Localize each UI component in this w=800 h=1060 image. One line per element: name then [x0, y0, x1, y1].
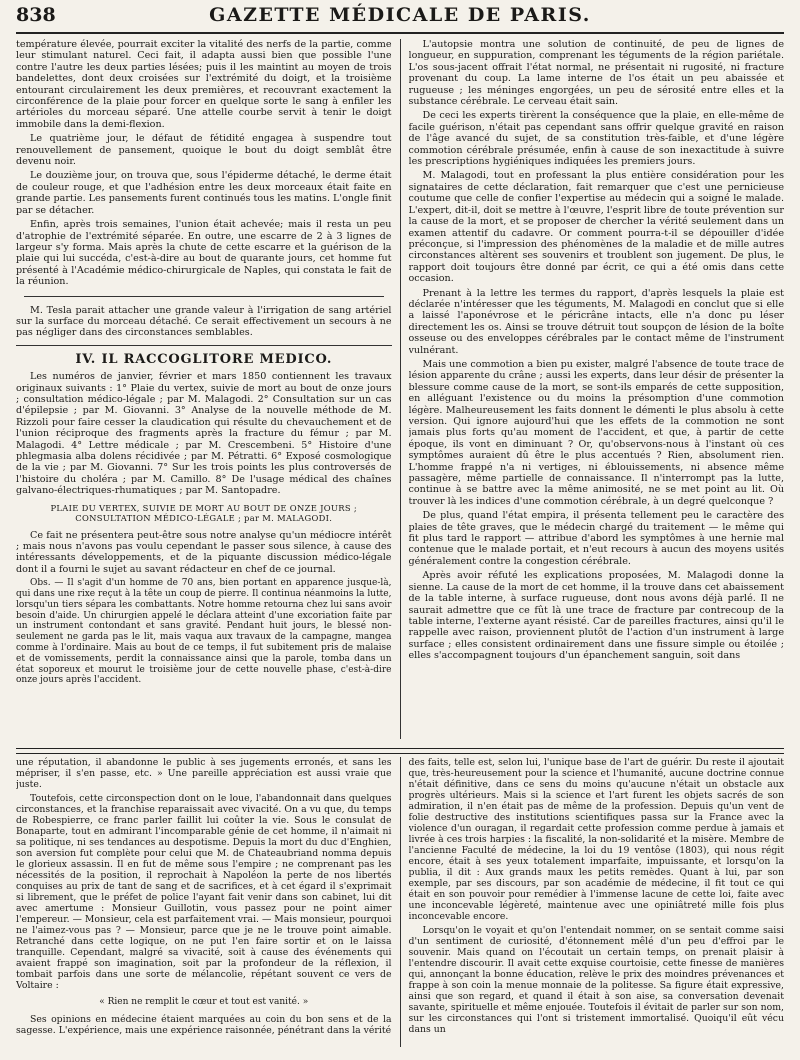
feuilleton-left-column — [16, 757, 392, 1047]
paragraph: Les numéros de janvier, février et mars 1850 contiennent les travaux originaux suivants : 1° Plaie du vertex, suivie de mort au bout de onze jours ; consultation médico-légale ; par M. Malagodi. 2° Consultation sur un cas d'épilepsie ; par M. Giovanni. 3° Analyse de la nouvelle méthode de M. Rizzoli pour faire cesser la claudication qui résulte du chevauchement et de l'union réciproque des fragments après la fracture du fémur ; par M. Malagodi. 4° Lettre médicale ; par M. Crescembeni. 5° Histoire d'une phlegmasia alba dolens récidivée ; par M. Pétratti. 6° Exposé cosmologique de la vie ; par M. Giovanni. 7° Sur les trois points les plus controversés de l'histoire du choléra ; par M. Camillo. 8° De l'usage médical des chaînes galvano-électriques-rhumatiques ; par M. Santopadre. — [16, 371, 392, 497]
paragraph: une réputation, il abandonne le public à ses jugements erronés, et sans les mépriser, il s'en passe, etc. » Une pareille appréciation est aussi vraie que juste. — [16, 757, 392, 790]
column-rule — [400, 757, 401, 1047]
page-number: 838 — [16, 4, 56, 26]
verse-quote: « Rien ne remplit le cœur et tout est vanité. » — [99, 997, 309, 1007]
paragraph: Prenant à la lettre les termes du rapport, d'après lesquels la plaie est déclarée n'intéresser que les téguments, M. Malagodi en conclut que si elle a laissé l'aponévrose et le péricrâne intacts, elle n'a donc pu léser directement les os. Ainsi se trouve détruit tout soupçon de lésion de la boîte osseuse ou des enveloppes cérébrales par le contact même de l'instrument vulnérant. — [408, 287, 784, 356]
paragraph: M. Malagodi, tout en professant la plus entière considération pour les signataires de cette déclaration, fait remarquer que c'est une pernicieuse coutume que celle de confier l'expertise au médecin qui a soigné le malade. L'expert, dit-il, doit se mettre à l'œuvre, l'esprit libre de toute prévention sur la cause de la mort, et se proposer de chercher la vérité seulement dans un examen attentif du cadavre. Or comment pourra-t-il se dépouiller d'idée préconçue, si l'impression des phénomènes de la maladie et de mille autres circonstances altèrent ses souvenirs et troublent son jugement. De plus, le rapport doit toujours être donné par écrit, ce qui a été omis dans cette occasion. — [408, 170, 784, 285]
paragraph: Enfin, après trois semaines, l'union était achevée; mais il resta un peu d'atrophie de l'extrémité séparée. En outre, une escarre de 2 à 3 lignes de largeur s'y forma. Mais après la chute de cette escarre et la guérison de la plaie qui lui succéda, c'est-à-dire au bout de quarante jours, cet homme fut présenté à l'Académie médico-chirurgicale de Naples, qui constata le fait de la réunion. — [16, 219, 392, 288]
paragraph: Le quatrième jour, le défaut de fétidité engagea à suspendre tout renouvellement de pansement, quoique le bout du doigt semblât être devenu noir. — [16, 133, 392, 168]
main-article — [16, 39, 784, 739]
column-rule — [400, 39, 401, 739]
paragraph: des faits, telle est, selon lui, l'unique base de l'art de guérir. Du reste il ajoutait que, très-heureusement pour la science et l'humanité, aucune doctrine connue n'était définitive, dans ce sens du moins qu'aucune n'était un obstacle aux progrès ultérieurs. Mais si la science et l'art furent les objets sacrés de son admiration, il n'en était pas de même de la profession. Depuis qu'un vent de folie destructive des institutions scientifiques passa sur la France avec la violence d'un ouragan, il regardait cette profession comme perdue à jamais et livrée à ces trois harpies : la fiscalité, la non-solidarité et la misère. Membre de l'ancienne Faculté de médecine, la loi du 19 ventôse (1803), qui nous régit encore, était à ses yeux totalement imparfaite, impuissante, et lorsqu'on la publia, il dit : Aux grands maux les petits remèdes. Quant à lui, par son exemple, par ses discours, par son académie de médecine, il fit tout ce qui était en son pouvoir pour remédier à l'immense lacune de cette loi, faite avec une inconcevable légèreté, maintenue avec une opiniâtreté mille fois plus inconcevable encore. — [408, 757, 784, 922]
section-title: IV. IL RACCOGLITORE MEDICO. — [16, 345, 392, 365]
feuilleton-rule — [16, 748, 784, 754]
paragraph: De ceci les experts tirèrent la conséquence que la plaie, en elle-même de facile guérison, n'était pas cependant sans offrir quelque gravité en raison de l'âge avancé du sujet, de sa constitution très-faible, et d'une légère commotion cérébrale présumée, enfin à cause de son inexactitude à suivre les prescriptions hygiéniques indiquées les premiers jours. — [408, 110, 784, 168]
feuilleton — [16, 757, 784, 1047]
paragraph: Mais une commotion a bien pu exister, malgré l'absence de toute trace de lésion apparente du crâne ; aussi les experts, dans leur désir de présenter la blessure comme cause de la mort, se sont-ils emparés de cette supposition, en alléguant l'existence ou du moins la présomption d'une commotion légère. Malheureusement les faits donnent le démenti le plus absolu à cette version. Qui ignore aujourd'hui que les effets de la commotion ne sont jamais plus forts qu'au moment de l'accident, et que, à partir de cette époque, ils vont en diminuant ? Or, qu'observons-nous à l'instant où ces symptômes auraient dû être le plus accentués ? Rien, absolument rien. L'homme frappé n'a ni vertiges, ni éblouissements, ni absence même passagère, même partielle de connaissance. Il n'interrompt pas la lutte, continue à se battre avec la même animosité, ne se met point au lit. Où trouver là les indices d'une commotion cérébrale, à un degré quelconque ? — [408, 358, 784, 507]
page-header — [16, 4, 784, 34]
paragraph: Après avoir réfuté les explications proposées, M. Malagodi donne la sienne. La cause de la mort de cet homme, il la trouve dans cet abaissement de la table interne, à surface rugueuse, dont nous avons déjà parlé. Il ne saurait admettre que ce fût là une trace de fracture par contrecoup de la table interne, l'externe ayant résisté. Car de pareilles fractures, ainsi qu'il le rappelle avec raison, proviennent plutôt de l'action d'un instrument à large surface ; elles consistent ordinairement dans une fissure simple ou étoilée ; elles s'accompagnent toujours d'un épanchement sanguin, soit dans — [408, 570, 784, 662]
paragraph: Lorsqu'on le voyait et qu'on l'entendait nommer, on se sentait comme saisi d'un sentiment de curiosité, d'étonnement mêlé d'un peu d'effroi par le souvenir. Mais quand on l'écoutait un certain temps, on prenait plaisir à l'entendre discourir. Il avait cette exquise courtoisie, cette finesse de manières qui, annonçant la bonne éducation, relève le prix des moindres prévenances et frappe à son coin la menue monnaie de la politesse. Sa figure était expressive, ainsi que son regard, et quand il était à son aise, sa conversation devenait savante, spirituelle et même enjouée. Toutefois il évitait de parler sur son nom, sur les circonstances qui l'ont si tristement immortalisé. Quoiqu'il eût vécu dans un — [408, 925, 784, 1035]
paragraph: Le douzième jour, on trouva que, sous l'épiderme détaché, le derme était de couleur rouge, et que l'adhésion entre les deux morceaux était faite en grande partie. Les pansements furent continués tous les matins. L'ongle finit par se détacher. — [16, 170, 392, 216]
paragraph: L'autopsie montra une solution de continuité, de peu de lignes de longueur, en suppuration, comprenant les téguments de la région pariétale. L'os sous-jacent offrait l'état normal, ne présentait ni rugosité, ni fracture provenant du coup. La lame interne de l'os était un peu abaissée et rugueuse ; les méninges engorgées, un peu de sérosité entre elles et la substance cérébrale. Le cerveau était sain. — [408, 39, 784, 108]
paragraph: Ce fait ne présentera peut-être sous notre analyse qu'un médiocre intérêt ; mais nous n'avons pas voulu cependant le passer sous silence, à cause des intéressants développements, et de la piquante discussion médico-légale dont il a fourni le sujet au savant rédacteur en chef de ce journal. — [16, 529, 392, 575]
paragraph: Toutefois, cette circonspection dont on le loue, l'abandonnait dans quelques circonstances, et la franchise reparaissait avec vivacité. On a vu que, du temps de Robespierre, ce franc parler faillit lui coûter la vie. Sous le consulat de Bonaparte, tout en admirant l'incomparable génie de cet homme, il n'aimait ni sa politique, ni ses tendances au despotisme. Depuis la mort du duc d'Enghien, son aversion fut complète pour celui que M. de Chateaubriand nomma depuis le glorieux assassin. Il en fut de même sous l'empire ; ne comprenant pas les nécessités de la position, il reprochait à Napoléon la perte de nos libertés conquises au prix de tant de sang et de sacrifices, et à cet égard il s'exprimait si librement, que le préfet de police l'ayant fait venir dans son cabinet, lui dit avec amertume : Monsieur Guillotin, vous passez pour ne point aimer l'empereur. — Monsieur, cela est parfaitement vrai. — Mais monsieur, pourquoi ne l'aimez-vous pas ? — Monsieur, parce que je ne le trouve point aimable. Retranché dans cette logique, on ne put l'en faire sortir et on le laissa tranquille. Cependant, malgré sa vivacité, soit à cause des événements qui avaient frappé son imagination, soit par la profondeur de la réflexion, il tombait parfois dans une sorte de mélancolie, répétant souvent ce vers de Voltaire : — [16, 793, 392, 991]
divider — [24, 296, 384, 297]
journal-title: GAZETTE MÉDICALE DE PARIS. — [209, 4, 591, 26]
paragraph: Ses opinions en médecine étaient marquées au coin du bon sens et de la sagesse. L'expérience, mais une expérience raisonnée, pénétrant dans la vérité — [16, 1014, 392, 1036]
paragraph: M. Tesla parait attacher une grande valeur à l'irrigation de sang artériel sur la surface du morceau détaché. Ce serait effectivement un secours à ne pas négliger dans des circonstances semblables. — [16, 304, 392, 339]
right-column — [409, 39, 785, 739]
observation-paragraph: Obs. — Il s'agit d'un homme de 70 ans, bien portant en apparence jusque-là, qui dans une rixe reçut à la tête un coup de pierre. Il continua néanmoins la lutte, lorsqu'un tiers sépara les combattants. Notre homme retourna chez lui sans avoir besoin d'aide. Un chirurgien appelé le déclara atteint d'une excoriation faite par un instrument contondant et sans gravité. Pendant huit jours, le blessé non-seulement ne garda pas le lit, mais vaqua aux travaux de la campagne, mangea comme à l'ordinaire. Mais au bout de ce temps, il fut subitement pris de malaise et de vomissements, perdit la connaissance ainsi que la parole, tomba dans un état soporeux et mourut le troisième jour de cette nouvelle phase, c'est-à-dire onze jours après l'accident. — [16, 578, 392, 686]
feuilleton-right-column — [409, 757, 785, 1047]
paragraph: température élevée, pourrait exciter la vitalité des nerfs de la partie, comme leur stimulant naturel. Ceci fait, il adapta aussi bien que possible l'une contre l'autre les deux parties lésées; puis il les maintint au moyen de trois bandelettes, dont deux croisées sur l'extrémité du doigt, et la troisième entourant circulairement les deux premières, et recouvrant exactement la circonférence de la plaie pour forcer en quelque sorte le sang à enfiler les artérioles du morceau séparé. Une attelle courbe servit à tenir le doigt immobile dans la demi-flexion. — [16, 39, 392, 130]
left-column — [16, 39, 392, 739]
subsection-title: PLAIE DU VERTEX, SUIVIE DE MORT AU BOUT DE ONZE JOURS ; CONSULTATION MÉDICO-LÉGALE ; par M. MALAGODI. — [50, 502, 357, 524]
paragraph: De plus, quand l'état empira, il présenta tellement peu le caractère des plaies de tête graves, que le médecin chargé du traitement — le même qui fit plus tard le rapport — attribue d'abord les symptômes à une hernie mal contenue que le malade portait, et n'eut recours à aucun des moyens usités généralement contre la congestion cérébrale. — [408, 510, 784, 567]
